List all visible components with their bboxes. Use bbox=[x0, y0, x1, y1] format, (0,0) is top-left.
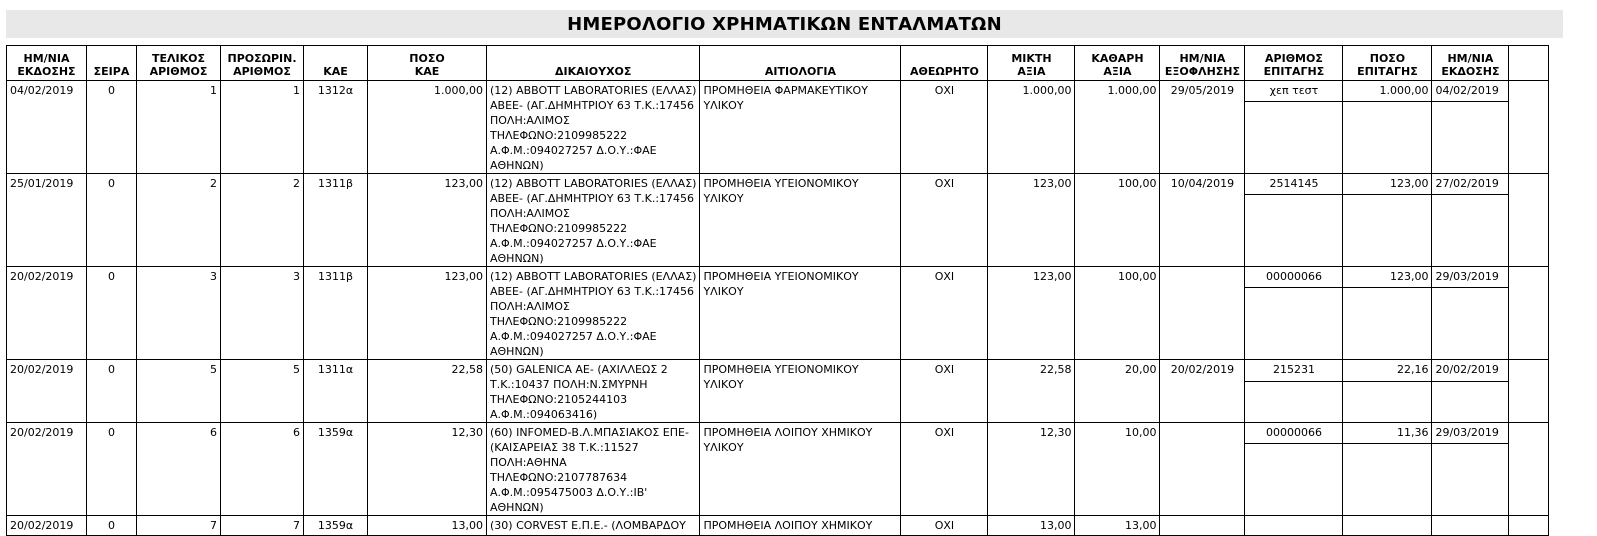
cell-reason: ΠΡΟΜΗΘΕΙΑ ΦΑΡΜΑΚΕΥΤΙΚΟΥ ΥΛΙΚΟΥ bbox=[700, 81, 901, 174]
cell-gross-value: 22,58 bbox=[988, 360, 1075, 423]
cell-kae-amount: 13,00 bbox=[368, 516, 487, 536]
col-final-number: ΤΕΛΙΚΟΣ ΑΡΙΘΜΟΣ bbox=[137, 46, 221, 81]
col-net-value: ΚΑΘΑΡΗ ΑΞΙΑ bbox=[1075, 46, 1160, 81]
cell-net-value: 100,00 bbox=[1075, 267, 1160, 360]
cell-empty bbox=[1343, 444, 1432, 516]
cell-cheque-amount: 22,16 bbox=[1343, 360, 1432, 382]
cell-spacer bbox=[1509, 360, 1549, 423]
cell-kae: 1311β bbox=[304, 174, 368, 267]
cell-beneficiary: (60) INFOMED-Β.Λ.ΜΠΑΣΙΑΚΟΣ ΕΠΕ- (ΚΑΙΣΑΡΕΙΑΣ 38 Τ.Κ.:11527 ΠΟΛΗ:ΑΘΗΝΑ ΤΗΛΕΦΩΝΟ:2107787634 Α.Φ.Μ.:095475003 Δ.Ο.Υ.:ΙΒ' ΑΘΗΝΩΝ) bbox=[487, 423, 700, 516]
cell-cheque-date: 29/03/2019 bbox=[1432, 267, 1509, 288]
cell-beneficiary: (12) ABBOTT LABORATORIES (ΕΛΛΑΣ) ΑΒΕΕ- (ΑΓ.ΔΗΜΗΤΡΙΟΥ 63 Τ.Κ.:17456 ΠΟΛΗ:ΑΛΙΜΟΣ ΤΗΛΕΦΩΝΟ:2109985222 Α.Φ.Μ.:094027257 Δ.Ο.Υ.:ΦΑΕ ΑΘΗΝΩΝ) bbox=[487, 81, 700, 174]
cell-gross-value: 12,30 bbox=[988, 423, 1075, 516]
cell-temp-number: 1 bbox=[221, 81, 304, 174]
cell-kae-amount: 1.000,00 bbox=[368, 81, 487, 174]
cell-unaudited: ΟΧΙ bbox=[901, 81, 988, 174]
cell-kae: 1312α bbox=[304, 81, 368, 174]
col-payment-date: ΗΜ/ΝΙΑ ΕΞΟΦΛΗΣΗΣ bbox=[1160, 46, 1245, 81]
cell-empty bbox=[1245, 102, 1343, 174]
cell-cheque-date: 20/02/2019 bbox=[1432, 360, 1509, 382]
cell-cheque-date: 29/03/2019 bbox=[1432, 423, 1509, 444]
cell-gross-value: 123,00 bbox=[988, 174, 1075, 267]
cell-net-value: 10,00 bbox=[1075, 423, 1160, 516]
cell-empty bbox=[1245, 381, 1343, 422]
cell-net-value: 20,00 bbox=[1075, 360, 1160, 423]
cell-final-number: 6 bbox=[137, 423, 221, 516]
cell-cheque-number: 215231 bbox=[1245, 360, 1343, 382]
cell-payment-date bbox=[1160, 267, 1245, 360]
table-row bbox=[7, 516, 1549, 536]
cell-unaudited: ΟΧΙ bbox=[901, 423, 988, 516]
cell-payment-date bbox=[1160, 423, 1245, 516]
cell-empty bbox=[1245, 288, 1343, 360]
cell-unaudited: ΟΧΙ bbox=[901, 516, 988, 536]
cell-cheque-date: 27/02/2019 bbox=[1432, 174, 1509, 195]
cell-series: 0 bbox=[87, 174, 137, 267]
cell-kae-amount: 22,58 bbox=[368, 360, 487, 423]
table-row bbox=[7, 174, 1549, 195]
cell-empty bbox=[1343, 381, 1432, 422]
cell-final-number: 3 bbox=[137, 267, 221, 360]
report-title-bar bbox=[6, 10, 1563, 38]
cell-empty bbox=[1432, 444, 1509, 516]
col-kae: ΚΑΕ bbox=[304, 46, 368, 81]
cell-empty bbox=[1245, 444, 1343, 516]
cell-cheque-number: 2514145 bbox=[1245, 174, 1343, 195]
col-reason: ΑΙΤΙΟΛΟΓΙΑ bbox=[700, 46, 901, 81]
cell-kae: 1311β bbox=[304, 267, 368, 360]
col-gross-value: ΜΙΚΤΗ ΑΞΙΑ bbox=[988, 46, 1075, 81]
cell-kae: 1311α bbox=[304, 360, 368, 423]
cell-reason: ΠΡΟΜΗΘΕΙΑ ΛΟΙΠΟΥ ΧΗΜΙΚΟΥ bbox=[700, 516, 901, 536]
cell-temp-number: 5 bbox=[221, 360, 304, 423]
cell-cheque-amount: 123,00 bbox=[1343, 174, 1432, 195]
col-cheque-number: ΑΡΙΘΜΟΣ ΕΠΙΤΑΓΗΣ bbox=[1245, 46, 1343, 81]
cell-issue-date: 20/02/2019 bbox=[7, 267, 87, 360]
cell-beneficiary: (12) ABBOTT LABORATORIES (ΕΛΛΑΣ) ΑΒΕΕ- (ΑΓ.ΔΗΜΗΤΡΙΟΥ 63 Τ.Κ.:17456 ΠΟΛΗ:ΑΛΙΜΟΣ ΤΗΛΕΦΩΝΟ:2109985222 Α.Φ.Μ.:094027257 Δ.Ο.Υ.:ΦΑΕ ΑΘΗΝΩΝ) bbox=[487, 267, 700, 360]
cell-net-value: 1.000,00 bbox=[1075, 81, 1160, 174]
cell-series: 0 bbox=[87, 360, 137, 423]
cell-kae-amount: 123,00 bbox=[368, 174, 487, 267]
cell-gross-value: 1.000,00 bbox=[988, 81, 1075, 174]
cell-final-number: 7 bbox=[137, 516, 221, 536]
col-kae-amount: ΠΟΣΟ ΚΑΕ bbox=[368, 46, 487, 81]
cell-cheque-number: 00000066 bbox=[1245, 423, 1343, 444]
cell-cheque-amount: 11,36 bbox=[1343, 423, 1432, 444]
cell-reason: ΠΡΟΜΗΘΕΙΑ ΥΓΕΙΟΝΟΜΙΚΟΥ ΥΛΙΚΟΥ bbox=[700, 267, 901, 360]
cell-reason: ΠΡΟΜΗΘΕΙΑ ΛΟΙΠΟΥ ΧΗΜΙΚΟΥ ΥΛΙΚΟΥ bbox=[700, 423, 901, 516]
col-beneficiary: ΔΙΚΑΙΟΥΧΟΣ bbox=[487, 46, 700, 81]
report-title: ΗΜΕΡΟΛΟΓΙΟ ΧΡΗΜΑΤΙΚΩΝ ΕΝΤΑΛΜΑΤΩΝ bbox=[567, 13, 1002, 35]
cell-spacer bbox=[1509, 516, 1549, 536]
cell-kae: 1359α bbox=[304, 516, 368, 536]
cell-cheque-amount bbox=[1343, 516, 1432, 536]
cell-cheque-number: 00000066 bbox=[1245, 267, 1343, 288]
table-row bbox=[7, 81, 1549, 102]
cell-series: 0 bbox=[87, 516, 137, 536]
cell-cheque-date bbox=[1432, 516, 1509, 536]
cell-issue-date: 20/02/2019 bbox=[7, 360, 87, 423]
table-row bbox=[7, 267, 1549, 288]
payment-orders-table bbox=[6, 45, 1549, 536]
cell-payment-date bbox=[1160, 516, 1245, 536]
cell-beneficiary: (12) ABBOTT LABORATORIES (ΕΛΛΑΣ) ΑΒΕΕ- (ΑΓ.ΔΗΜΗΤΡΙΟΥ 63 Τ.Κ.:17456 ΠΟΛΗ:ΑΛΙΜΟΣ ΤΗΛΕΦΩΝΟ:2109985222 Α.Φ.Μ.:094027257 Δ.Ο.Υ.:ΦΑΕ ΑΘΗΝΩΝ) bbox=[487, 174, 700, 267]
table-row bbox=[7, 360, 1549, 382]
cell-empty bbox=[1343, 195, 1432, 267]
cell-series: 0 bbox=[87, 267, 137, 360]
cell-issue-date: 20/02/2019 bbox=[7, 423, 87, 516]
cell-gross-value: 123,00 bbox=[988, 267, 1075, 360]
cell-spacer bbox=[1509, 174, 1549, 267]
table-header-row bbox=[7, 46, 1549, 81]
cell-payment-date: 20/02/2019 bbox=[1160, 360, 1245, 423]
col-unaudited: ΑΘΕΩΡΗΤΟ bbox=[901, 46, 988, 81]
col-temp-number: ΠΡΟΣΩΡΙΝ. ΑΡΙΘΜΟΣ bbox=[221, 46, 304, 81]
cell-cheque-amount: 1.000,00 bbox=[1343, 81, 1432, 102]
cell-temp-number: 3 bbox=[221, 267, 304, 360]
cell-issue-date: 20/02/2019 bbox=[7, 516, 87, 536]
cell-issue-date: 25/01/2019 bbox=[7, 174, 87, 267]
cell-kae-amount: 12,30 bbox=[368, 423, 487, 516]
cell-beneficiary: (30) CORVEST Ε.Π.Ε.- (ΛΟΜΒΑΡΔΟΥ bbox=[487, 516, 700, 536]
cell-reason: ΠΡΟΜΗΘΕΙΑ ΥΓΕΙΟΝΟΜΙΚΟΥ ΥΛΙΚΟΥ bbox=[700, 360, 901, 423]
cell-final-number: 2 bbox=[137, 174, 221, 267]
cell-net-value: 100,00 bbox=[1075, 174, 1160, 267]
cell-payment-date: 10/04/2019 bbox=[1160, 174, 1245, 267]
cell-reason: ΠΡΟΜΗΘΕΙΑ ΥΓΕΙΟΝΟΜΙΚΟΥ ΥΛΙΚΟΥ bbox=[700, 174, 901, 267]
cell-issue-date: 04/02/2019 bbox=[7, 81, 87, 174]
cell-empty bbox=[1343, 288, 1432, 360]
cell-kae-amount: 123,00 bbox=[368, 267, 487, 360]
cell-beneficiary: (50) GALENICA AE- (ΑΧΙΛΛΕΩΣ 2 Τ.Κ.:10437 ΠΟΛΗ:Ν.ΣΜΥΡΝΗ ΤΗΛΕΦΩΝΟ:2105244103 Α.Φ.Μ.:094063416) bbox=[487, 360, 700, 423]
cell-temp-number: 6 bbox=[221, 423, 304, 516]
cell-spacer bbox=[1509, 81, 1549, 174]
cell-unaudited: ΟΧΙ bbox=[901, 174, 988, 267]
cell-cheque-amount: 123,00 bbox=[1343, 267, 1432, 288]
cell-empty bbox=[1432, 195, 1509, 267]
cell-temp-number: 2 bbox=[221, 174, 304, 267]
col-series: ΣΕΙΡΑ bbox=[87, 46, 137, 81]
cell-series: 0 bbox=[87, 423, 137, 516]
cell-empty bbox=[1432, 288, 1509, 360]
cell-unaudited: ΟΧΙ bbox=[901, 267, 988, 360]
cell-empty bbox=[1432, 102, 1509, 174]
col-spacer bbox=[1509, 46, 1549, 81]
cell-spacer bbox=[1509, 267, 1549, 360]
cell-payment-date: 29/05/2019 bbox=[1160, 81, 1245, 174]
cell-unaudited: ΟΧΙ bbox=[901, 360, 988, 423]
cell-temp-number: 7 bbox=[221, 516, 304, 536]
col-issue-date: ΗΜ/ΝΙΑ ΕΚΔΟΣΗΣ bbox=[7, 46, 87, 81]
cell-final-number: 1 bbox=[137, 81, 221, 174]
cell-empty bbox=[1245, 195, 1343, 267]
cell-net-value: 13,00 bbox=[1075, 516, 1160, 536]
cell-gross-value: 13,00 bbox=[988, 516, 1075, 536]
cell-cheque-number bbox=[1245, 516, 1343, 536]
cell-series: 0 bbox=[87, 81, 137, 174]
col-cheque-amount: ΠΟΣΟ ΕΠΙΤΑΓΗΣ bbox=[1343, 46, 1432, 81]
cell-spacer bbox=[1509, 423, 1549, 516]
col-cheque-date: ΗΜ/ΝΙΑ ΕΚΔΟΣΗΣ bbox=[1432, 46, 1509, 81]
cell-empty bbox=[1432, 381, 1509, 422]
cell-cheque-date: 04/02/2019 bbox=[1432, 81, 1509, 102]
table-row bbox=[7, 423, 1549, 444]
cell-final-number: 5 bbox=[137, 360, 221, 423]
cell-empty bbox=[1343, 102, 1432, 174]
cell-cheque-number: χεπ τεστ bbox=[1245, 81, 1343, 102]
cell-kae: 1359α bbox=[304, 423, 368, 516]
